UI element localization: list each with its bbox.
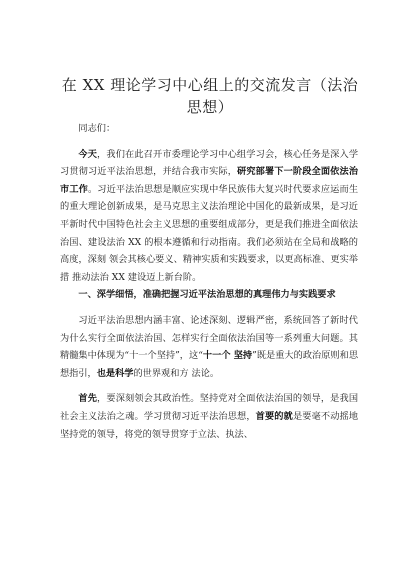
salutation: 同志们：: [78, 123, 116, 134]
bold-text: 十一个 坚持: [202, 350, 253, 362]
spacer: [60, 382, 358, 390]
bold-text: 首先: [78, 393, 98, 405]
section-heading-1: 一、深学细悟，准确把握习近平法治思想的真理伟力与实践要求: [78, 289, 336, 301]
paragraph-text: 。习近平法治思想是顺应实现中华民族伟大复兴时代要求应运而生的重大理论创新成果，是马克思主义法治理论中国化的最新成果，是习近平新时代中国特色社会主义思想的重要组成部分，更是我们推进全面依法治国、建设法治 XX 的根本遵循和行动指南。我们必须站在全局和战略的高度，深刻 领会其核心要义、精神实质和实践要求，以更高标准、更实举措 推动法治 XX 建设迈上新台阶。: [60, 183, 359, 283]
paragraph-intro: [60, 146, 358, 287]
spacer: [60, 138, 358, 146]
paragraph-text: ，要深刻领会其政治性。坚持党对全面依法治国的领导，是我国社会主义法治之魂。学习贯彻习近平法治思想，: [60, 393, 359, 422]
bold-text: 首要的就: [255, 410, 293, 422]
paragraph-text: ，我们在此召开市委理论学习中心组学习会，核心任务是深入学习贯彻习近平法治思想，并结合我市实际，: [60, 148, 359, 178]
paragraph-political: [60, 390, 358, 443]
bold-text: 研究部署下一阶段全面依法治市工作: [60, 166, 359, 195]
paragraph-section-1: [60, 312, 358, 382]
paragraph-text: ”既是重大的政治原则和思想指引，: [60, 350, 359, 379]
paragraph-text: 习近平法治思想内涵丰富、论述深刻、逻辑严密，系统回答了新时代为什么实行全面依法治国、怎样实行全面依法治国等一系列重大问题。其精髓集中体现为“十一个坚持”，这“: [60, 314, 358, 362]
bold-text: 今天: [78, 148, 98, 160]
document-body: [60, 120, 358, 443]
document-title: 在 XX 理论学习中心组上的交流发言（法治思想）: [61, 76, 359, 116]
bold-text: 也是科学: [96, 367, 134, 379]
paragraph-text: 是要毫不动摇地坚持党的领导，将党的领导贯穿于立法、执法、: [60, 410, 359, 440]
spacer: [60, 304, 358, 312]
paragraph-text: 的世界观和方 法论。: [133, 367, 220, 379]
